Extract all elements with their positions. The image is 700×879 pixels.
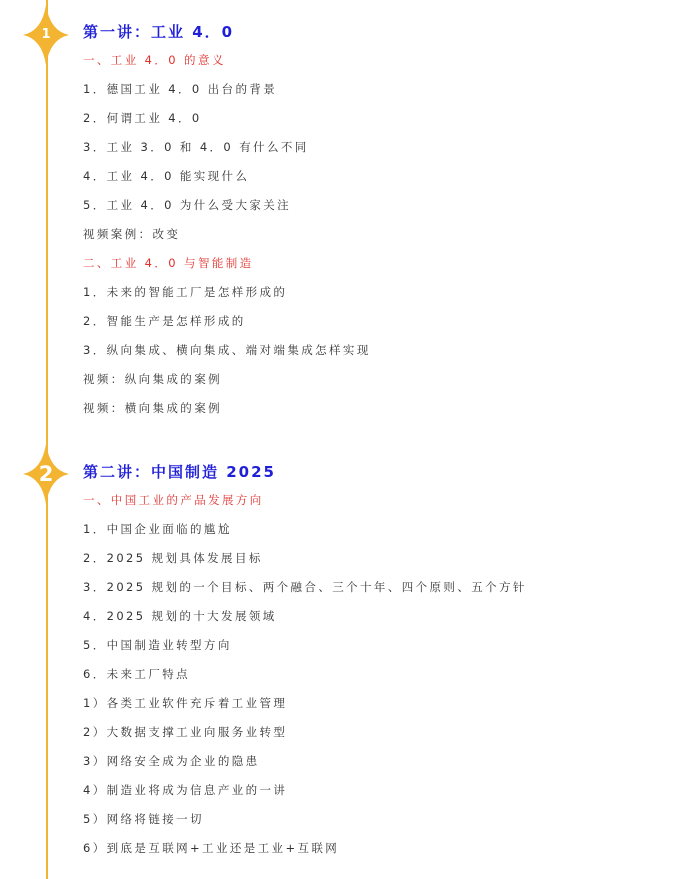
lesson-2-title: 第二讲：中国制造 2025	[83, 463, 276, 481]
outline-item: 1．中国企业面临的尴尬	[83, 522, 232, 536]
outline-item: 5．中国制造业转型方向	[83, 638, 232, 652]
outline-item: 3．2025 规划的一个目标、两个融合、三个十年、四个原则、五个方针	[83, 580, 527, 594]
lesson-2-number: 2	[38, 462, 54, 486]
lesson-2-outline	[83, 486, 683, 863]
lesson-1-badge	[23, 5, 69, 65]
outline-item: 1．未来的智能工厂是怎样形成的	[83, 285, 288, 299]
timeline-line	[46, 0, 48, 879]
outline-item: 2．智能生产是怎样形成的	[83, 314, 246, 328]
lesson-1-outline	[83, 46, 683, 423]
lesson-1-number: 1	[41, 27, 51, 42]
outline-item: 5）网络将链接一切	[83, 812, 204, 826]
outline-item: 视频：纵向集成的案例	[83, 372, 222, 386]
outline-item: 视频案例：改变	[83, 227, 181, 241]
outline-item: 3．纵向集成、横向集成、端对端集成怎样实现	[83, 343, 371, 357]
lesson-2-badge	[23, 444, 69, 504]
outline-item: 3）网络安全成为企业的隐患	[83, 754, 260, 768]
outline-item: 1．德国工业 4．0 出台的背景	[83, 82, 278, 96]
outline-item: 5．工业 4．0 为什么受大家关注	[83, 198, 292, 212]
lesson-1	[83, 18, 683, 423]
section-heading: 一、工业 4．0 的意义	[83, 53, 226, 67]
lesson-2	[83, 458, 683, 863]
outline-item: 4）制造业将成为信息产业的一讲	[83, 783, 288, 797]
outline-item: 1）各类工业软件充斥着工业管理	[83, 696, 288, 710]
outline-item: 6）到底是互联网+工业还是工业+互联网	[83, 841, 340, 855]
outline-item: 3．工业 3．0 和 4．0 有什么不同	[83, 140, 309, 154]
outline-item: 4．2025 规划的十大发展领域	[83, 609, 277, 623]
section-heading: 一、中国工业的产品发展方向	[83, 493, 264, 507]
outline-item: 视频：横向集成的案例	[83, 401, 222, 415]
outline-item: 2．2025 规划具体发展目标	[83, 551, 263, 565]
outline-item: 2．何谓工业 4．0	[83, 111, 202, 125]
section-heading: 二、工业 4．0 与智能制造	[83, 256, 254, 270]
outline-item: 2）大数据支撑工业向服务业转型	[83, 725, 288, 739]
outline-item: 4．工业 4．0 能实现什么	[83, 169, 250, 183]
outline-item: 6．未来工厂特点	[83, 667, 191, 681]
lesson-1-title: 第一讲：工业 4．0	[83, 23, 235, 41]
